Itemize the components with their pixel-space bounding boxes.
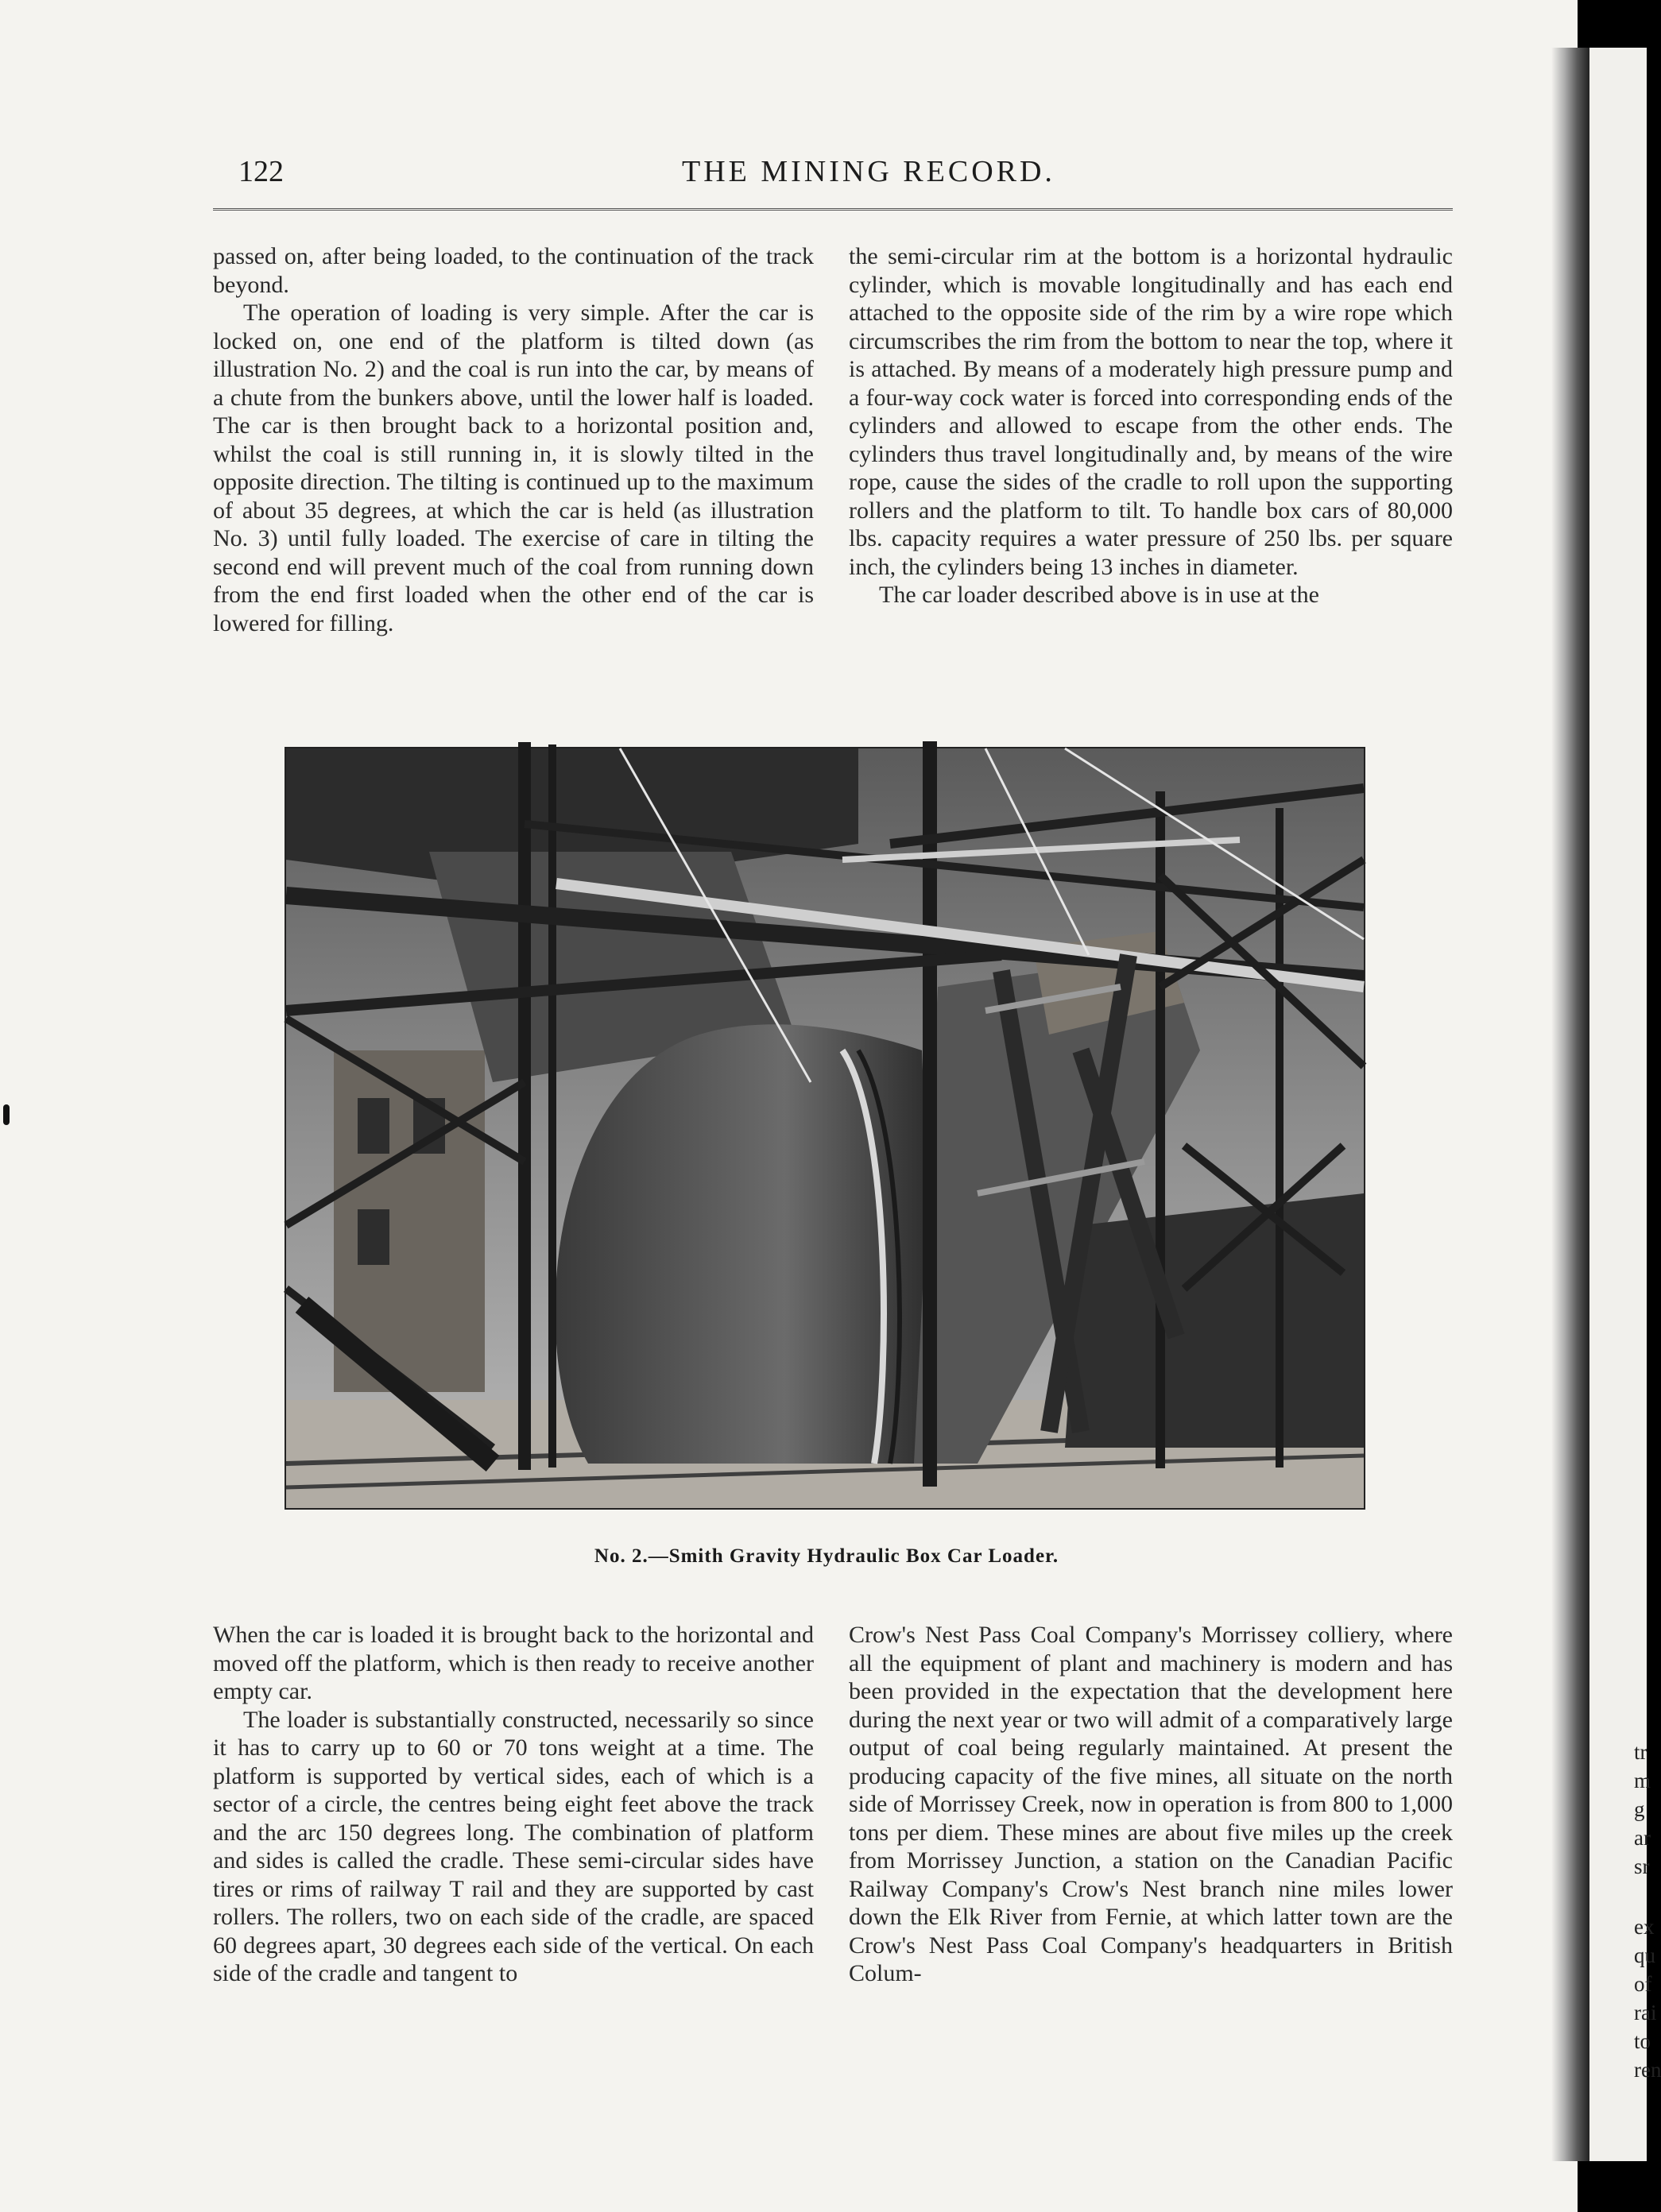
header-rule (213, 208, 1453, 211)
column-top-left (213, 242, 814, 637)
figure-caption: No. 2.—Smith Gravity Hydraulic Box Car Loader. (594, 1545, 1059, 1567)
adjacent-text-fragment: rai (1634, 2001, 1657, 2024)
scan-speck (3, 1104, 10, 1125)
adjacent-text-fragment: g (1634, 1797, 1645, 1821)
column-bottom-left (213, 1621, 814, 1988)
column-top-right (849, 242, 1453, 609)
adjacent-text-fragment: ar (1634, 1826, 1651, 1850)
paragraph: The car loader described above is in use at the (879, 582, 1319, 608)
adjacent-text-fragment: m (1634, 1769, 1651, 1792)
book-binding-shadow (1551, 48, 1591, 2161)
page-number: 122 (238, 155, 284, 188)
adjacent-text-fragment: ex (1634, 1915, 1655, 1939)
adjacent-page-edge (1589, 48, 1661, 2161)
paragraph: the semi-circular rim at the bottom is a horizontal hydraulic cylinder, which is movable longitudinally and has each end attached to the opposite side of the rim by a wire rope which circumscribes the rim from the bottom to near the top, where it is attached. By means of a moderately high pressure pump and a four-way cock water is forced into corresponding ends of the cylinders and allowed to escape from the other ends. The cylinders thus travel longitudinally and, by means of the wire rope, cause the sides of the cradle to roll upon the supporting rollers and the platform to tilt. To handle box cars of 80,000 lbs. capacity requires a water pressure of 250 lbs. per square inch, the cylinders being 13 inches in diameter. (849, 243, 1453, 580)
journal-title: THE MINING RECORD. (682, 155, 1055, 188)
adjacent-text-fragment: to (1634, 2029, 1651, 2053)
adjacent-text-fragment: tr (1634, 1740, 1647, 1764)
paragraph: Crow's Nest Pass Coal Company's Morrissey colliery, where all the equipment of plant and machinery is modern and has been provided in the expectation that the development here during the next year or two will admit of a comparatively large output of coal being regularly maintained. At present the producing capacity of the five mines, all situate on the north side of Morrissey Creek, now in operation is from 800 to 1,000 tons per diem. These mines are about five miles up the creek from Morrissey Junction, a station on the Canadian Pacific Railway Company's Crow's Nest branch nine miles lower down the Elk River from Fernie, at which latter town are the Crow's Nest Pass Coal Company's headquarters in British Colum- (849, 1622, 1453, 1986)
paragraph: The operation of loading is very simple. After the car is locked on, one end of the platform is tilted down (as illustration No. 2) and the coal is run into the car, by means of a chute from the bunkers above, until the lower half is loaded. The car is then brought back to a horizontal position and, whilst the coal is still running in, it is slowly tilted in the opposite direction. The tilting is continued up to the maximum of about 35 degrees, at which the car is held (as illustration No. 3) until fully loaded. The exercise of care in tilting the second end will prevent much of the coal from running down from the end first loaded when the other end of the car is lowered for filling. (213, 300, 814, 636)
paragraph: The loader is substantially constructed, necessarily so since it has to carry up to 60 or 70 tons weight at a time. The platform is supported by vertical sides, each of which is a sector of a circle, the centres being eight feet above the track and the arc 150 degrees long. The combination of platform and sides is called the cradle. These semi-circular sides have tires or rims of railway T rail and they are supported by cast rollers. The rollers, two on each side of the cradle, are spaced 60 degrees apart, 30 degrees each side of the vertical. On each side of the cradle and tangent to (213, 1706, 814, 1986)
column-bottom-right (849, 1621, 1453, 1988)
adjacent-text-fragment: qu (1634, 1943, 1655, 1967)
adjacent-text-fragment: of (1634, 1972, 1652, 1996)
paragraph: passed on, after being loaded, to the continuation of the track beyond. (213, 243, 814, 298)
car-loader-photograph (285, 747, 1365, 1510)
page-header (213, 151, 1453, 199)
adjacent-text-fragment: ren (1634, 2058, 1661, 2082)
paragraph: When the car is loaded it is brought back to the horizontal and moved off the platform, which is then ready to receive another empty car. (213, 1622, 814, 1704)
adjacent-text-fragment: sr (1634, 1854, 1650, 1878)
